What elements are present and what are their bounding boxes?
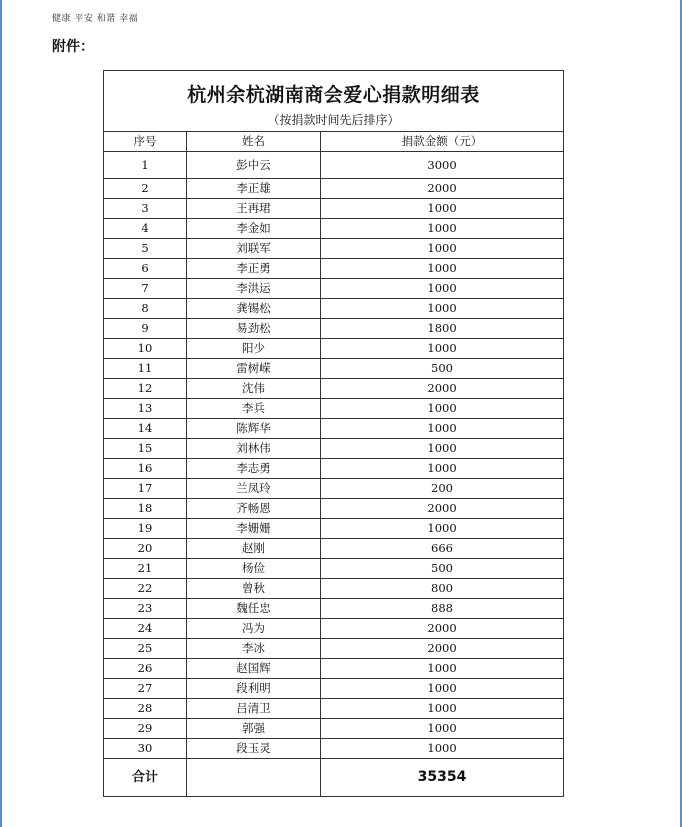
row-amount: 2000 — [321, 619, 564, 639]
table-row — [104, 679, 564, 699]
row-index: 3 — [104, 199, 187, 219]
row-name: 李冰 — [187, 639, 321, 659]
row-name: 雷树嵘 — [187, 359, 321, 379]
table-row — [104, 259, 564, 279]
row-amount: 3000 — [321, 152, 564, 179]
table-row — [104, 419, 564, 439]
row-amount: 1000 — [321, 219, 564, 239]
column-header-name: 姓名 — [187, 132, 321, 152]
row-amount: 1000 — [321, 459, 564, 479]
row-name: 龚锡松 — [187, 299, 321, 319]
table-row — [104, 152, 564, 179]
table-row — [104, 599, 564, 619]
row-index: 7 — [104, 279, 187, 299]
table-title: 杭州余杭湖南商会爱心捐款明细表 — [187, 84, 480, 106]
table-body — [104, 152, 564, 759]
row-index: 2 — [104, 179, 187, 199]
row-index: 10 — [104, 339, 187, 359]
row-name: 李兵 — [187, 399, 321, 419]
row-index: 4 — [104, 219, 187, 239]
row-amount: 1800 — [321, 319, 564, 339]
table-row — [104, 279, 564, 299]
row-index: 23 — [104, 599, 187, 619]
table-row — [104, 299, 564, 319]
table-row — [104, 519, 564, 539]
row-name: 陈辉华 — [187, 419, 321, 439]
total-row — [104, 759, 564, 797]
row-name: 魏任忠 — [187, 599, 321, 619]
table-row — [104, 199, 564, 219]
row-name: 兰凤玲 — [187, 479, 321, 499]
row-index: 6 — [104, 259, 187, 279]
row-amount: 800 — [321, 579, 564, 599]
table-row — [104, 219, 564, 239]
row-amount: 888 — [321, 599, 564, 619]
header-slogan: 健康 平安 和谐 幸福 — [52, 14, 139, 24]
table-row — [104, 619, 564, 639]
total-amount: 35354 — [321, 759, 564, 797]
row-amount: 1000 — [321, 279, 564, 299]
row-name: 刘林伟 — [187, 439, 321, 459]
row-index: 19 — [104, 519, 187, 539]
row-index: 29 — [104, 719, 187, 739]
row-amount: 2000 — [321, 179, 564, 199]
column-header-amount: 捐款金额（元） — [321, 132, 564, 152]
row-amount: 1000 — [321, 659, 564, 679]
row-amount: 1000 — [321, 679, 564, 699]
row-name: 李正勇 — [187, 259, 321, 279]
row-name: 曾秋 — [187, 579, 321, 599]
row-amount: 1000 — [321, 299, 564, 319]
column-header-index: 序号 — [104, 132, 187, 152]
table-subtitle: （按捐款时间先后排序） — [267, 113, 400, 127]
table-row — [104, 459, 564, 479]
row-name: 彭中云 — [187, 152, 321, 179]
row-name: 段利明 — [187, 679, 321, 699]
table-row — [104, 739, 564, 759]
row-amount: 2000 — [321, 379, 564, 399]
row-name: 阳少 — [187, 339, 321, 359]
table-row — [104, 579, 564, 599]
row-amount: 1000 — [321, 199, 564, 219]
table-row — [104, 659, 564, 679]
row-amount: 500 — [321, 359, 564, 379]
row-index: 24 — [104, 619, 187, 639]
table-title-cell — [104, 71, 564, 132]
row-name: 李金如 — [187, 219, 321, 239]
table-row — [104, 399, 564, 419]
row-name: 赵国辉 — [187, 659, 321, 679]
row-index: 17 — [104, 479, 187, 499]
row-index: 8 — [104, 299, 187, 319]
table-row — [104, 639, 564, 659]
donation-table — [103, 70, 564, 797]
total-label: 合计 — [104, 759, 187, 797]
row-amount: 200 — [321, 479, 564, 499]
attachment-label: 附件： — [52, 39, 94, 55]
row-name: 沈伟 — [187, 379, 321, 399]
row-name: 李志勇 — [187, 459, 321, 479]
row-amount: 1000 — [321, 339, 564, 359]
row-index: 13 — [104, 399, 187, 419]
table-row — [104, 179, 564, 199]
row-amount: 1000 — [321, 239, 564, 259]
row-amount: 500 — [321, 559, 564, 579]
row-amount: 1000 — [321, 719, 564, 739]
row-name: 易劲松 — [187, 319, 321, 339]
table-row — [104, 559, 564, 579]
table-row — [104, 699, 564, 719]
table-row — [104, 359, 564, 379]
row-index: 27 — [104, 679, 187, 699]
row-amount: 666 — [321, 539, 564, 559]
row-name: 齐畅恩 — [187, 499, 321, 519]
row-index: 1 — [104, 152, 187, 179]
row-index: 11 — [104, 359, 187, 379]
row-amount: 1000 — [321, 259, 564, 279]
row-name: 刘联军 — [187, 239, 321, 259]
row-name: 冯为 — [187, 619, 321, 639]
row-amount: 1000 — [321, 699, 564, 719]
row-name: 赵刚 — [187, 539, 321, 559]
table-row — [104, 339, 564, 359]
row-index: 14 — [104, 419, 187, 439]
table-row — [104, 439, 564, 459]
row-index: 20 — [104, 539, 187, 559]
row-amount: 1000 — [321, 419, 564, 439]
table-row — [104, 479, 564, 499]
row-index: 18 — [104, 499, 187, 519]
row-amount: 2000 — [321, 639, 564, 659]
row-amount: 2000 — [321, 499, 564, 519]
row-index: 15 — [104, 439, 187, 459]
row-index: 9 — [104, 319, 187, 339]
row-name: 段玉灵 — [187, 739, 321, 759]
table-row — [104, 539, 564, 559]
row-index: 26 — [104, 659, 187, 679]
table-row — [104, 239, 564, 259]
row-name: 李洪运 — [187, 279, 321, 299]
row-amount: 1000 — [321, 739, 564, 759]
row-name: 李姗姗 — [187, 519, 321, 539]
row-index: 5 — [104, 239, 187, 259]
row-index: 25 — [104, 639, 187, 659]
row-amount: 1000 — [321, 399, 564, 419]
table-row — [104, 379, 564, 399]
row-index: 21 — [104, 559, 187, 579]
row-name: 王再珺 — [187, 199, 321, 219]
row-amount: 1000 — [321, 439, 564, 459]
row-index: 30 — [104, 739, 187, 759]
total-empty-cell — [187, 759, 321, 797]
row-name: 郭强 — [187, 719, 321, 739]
row-index: 12 — [104, 379, 187, 399]
table-row — [104, 319, 564, 339]
table-row — [104, 719, 564, 739]
row-index: 28 — [104, 699, 187, 719]
table-row — [104, 499, 564, 519]
row-name: 杨俭 — [187, 559, 321, 579]
row-name: 李正雄 — [187, 179, 321, 199]
row-amount: 1000 — [321, 519, 564, 539]
row-index: 22 — [104, 579, 187, 599]
row-name: 吕清卫 — [187, 699, 321, 719]
row-index: 16 — [104, 459, 187, 479]
